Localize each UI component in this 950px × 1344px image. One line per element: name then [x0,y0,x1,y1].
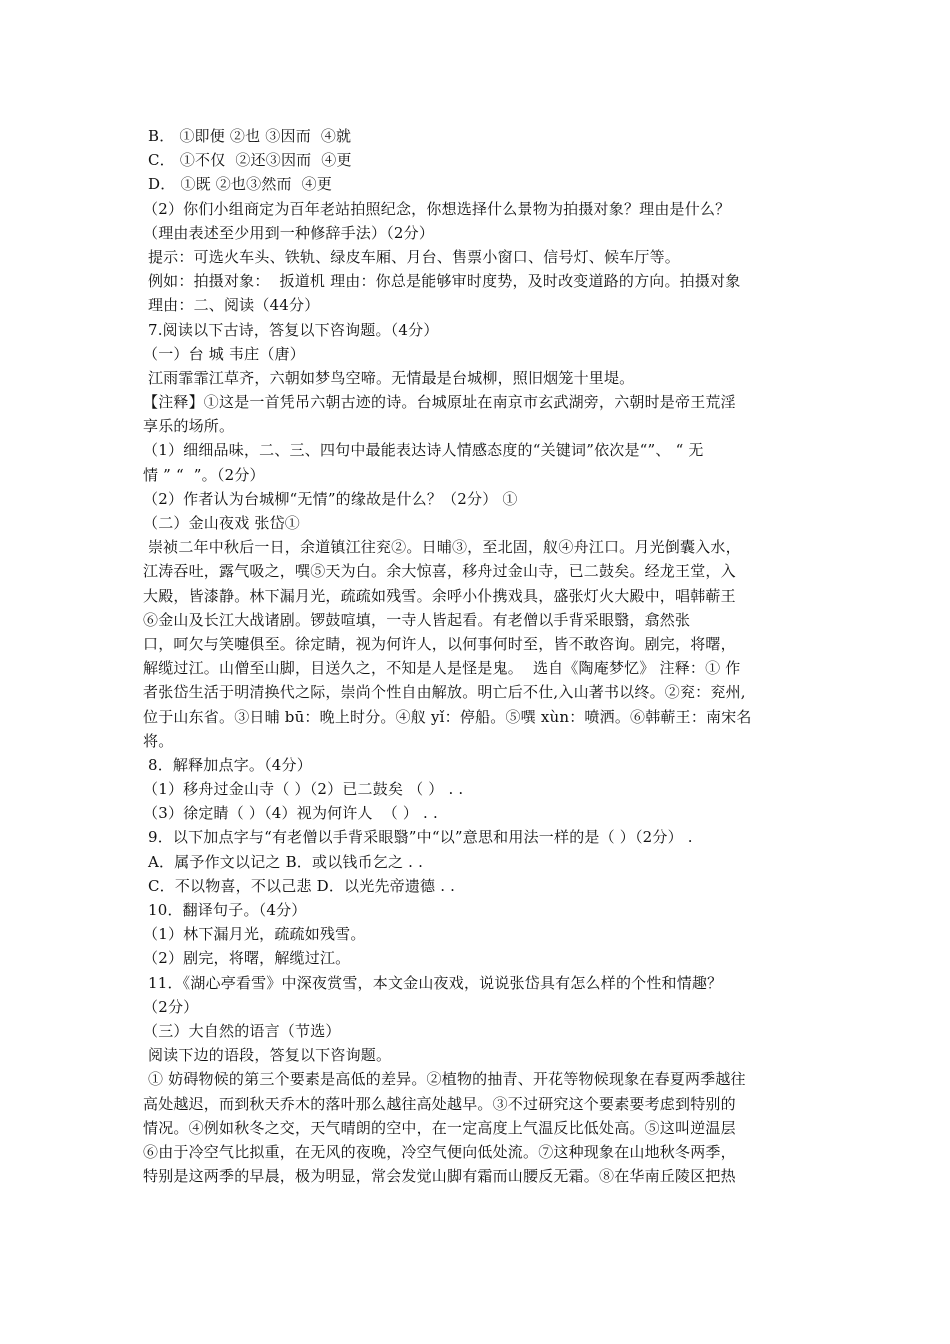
passage-three-line: ⑥由于冷空气比拟重，在无风的夜晚，冷空气便向低处流。⑦这种现象在山地秋冬两季， [143,1142,736,1161]
question-2-line: （2）你们小组商定为百年老站拍照纪念，你想选择什么景物为拍摄对象？理由是什么？ [143,199,731,218]
passage-three-line: ① 妨碍物候的第三个要素是高低的差异。②植物的抽青、开花等物候现象在春夏两季越往 [143,1070,746,1089]
passage-two-line: 口，呵欠与笑嚏俱至。徐定睛，视为何许人，以何事何时至，皆不敢咨询。剧完，将曙， [143,634,736,653]
question-7-1-continuation: 情 ” “ ”。（2分） [143,465,265,484]
question-2-requirement: （理由表述至少用到一种修辞手法）（2分） [143,223,435,242]
section-two-heading: 理由：二、阅读（44分） [143,296,320,315]
question-10-item: （2）剧完，将曙，解缆过江。 [143,949,351,968]
passage-two-title: （二）金山夜戏 张岱① [143,514,300,532]
passage-three-line: 高处越迟，而到秋天乔木的落叶那么越往高处越早。③不过研究这个要素要考虑到特别的 [143,1094,736,1113]
option-c-line: C． ①不仅 ②还③因而 ④更 [143,151,352,170]
passage-two-note-line: 者张岱生活于明清换代之际，崇尚个性自由解放。明亡后不仕,入山著书以终。②兖：兖州, [143,683,746,702]
passage-three-instruction: 阅读下边的语段，答复以下咨询题。 [143,1046,392,1065]
option-b-line: B． ①即便 ②也 ③因而 ④就 [143,127,352,145]
question-11-score: （2分） [143,997,199,1016]
option-d-line: D． ①既 ②也③然而 ④更 [143,175,333,194]
question-10-line: 10．翻译句子。（4分） [143,901,307,919]
passage-three-title: （三）大自然的语言（节选） [143,1021,341,1040]
poem-note-line: 【注释】①这是一首凭吊六朝古迹的诗。台城原址在南京市玄武湖旁，六朝时是帝王荒淫 [143,393,736,412]
passage-two-note-line: 位于山东省。③日晡 bū：晚上时分。④舣 yǐ：停船。⑤噀 xùn：喷洒。⑥韩蕲王：南宋名 [143,707,752,726]
question-10-item: （1）林下漏月光，疏疏如残雪。 [143,925,366,944]
question-11-line: 11．《湖心亭看雪》中深夜赏雪，本文金山夜戏，说说张岱具有怎么样的个性和情趣？ [143,973,723,992]
question-8-items: （3）徐定睛（ ）（4）视为何许人 （ ） . . [143,804,438,823]
passage-two-line: ⑥金山及长江大战诸剧。锣鼓喧填，一寺人皆起看。有老僧以手背采眼翳，翕然张 [143,610,691,629]
passage-three-line: 特别是这两季的早晨，极为明显，常会发觉山脚有霜而山腰反无霜。⑧在华南丘陵区把热 [143,1167,736,1186]
question-9-options: A．属予作文以记之 B．或以钱币乞之 . . [143,852,424,871]
poem-text: 江雨霏霏江草齐，六朝如梦鸟空啼。无情最是台城柳，照旧烟笼十里堤。 [143,368,635,387]
document-body [143,124,819,1188]
question-9-options: C．不以物喜，不以己悲 D．以光先帝遗德 . . [143,876,456,895]
question-7-line: 7.阅读以下古诗，答复以下咨询题。（4分） [143,320,439,339]
question-7-2-line: （2）作者认为台城柳“无情”的缘故是什么？（2分） ① [143,489,518,508]
passage-two-note-line: 将。 [143,731,174,750]
poem-note-continuation: 享乐的场所。 [143,417,235,436]
question-8-items: （1）移舟过金山寺（ ）（2）已二鼓矣 （ ） . . [143,780,464,799]
hint-line: 提示：可选火车头、铁轨、绿皮车厢、月台、售票小窗口、信号灯、候车厅等。 [143,247,680,266]
question-7-1-line: （1）细细品味，二、三、四句中最能表达诗人情感态度的“关键词”依次是“”、 “ 无 [143,441,704,460]
question-8-line: 8．解释加点字。（4分） [143,755,312,774]
poem-title: （一）台 城 韦庄（唐） [143,344,305,363]
passage-three-line: 情况。④例如秋冬之交，天气晴朗的空中，在一定高度上气温反比低处高。⑤这叫逆温层 [143,1118,736,1137]
passage-two-line: 大殿，皆漆静。林下漏月光，疏疏如残雪。余呼小仆携戏具，盛张灯火大殿中，唱韩蕲王 [143,586,736,605]
passage-two-line: 崇祯二年中秋后一日，余道镇江往兖②。日晡③，至北固，舣④舟江口。月光倒囊入水， [143,538,741,557]
passage-two-line: 江涛吞吐，露气吸之，噀⑤天为白。余大惊喜，移舟过金山寺，已二鼓矣。经龙王堂，入 [143,562,736,581]
example-line: 例如：拍摄对象： 扳道机 理由：你总是能够审时度势，及时改变道路的方向。拍摄对象 [143,272,741,291]
question-9-line: 9．以下加点字与“有老僧以手背采眼翳”中“以”意思和用法一样的是（ ）（2分） . [143,828,693,847]
passage-two-line: 解缆过江。山僧至山脚，目送久之，不知是人是怪是鬼。 选自《陶庵梦忆》 注释：① 作 [143,659,741,678]
